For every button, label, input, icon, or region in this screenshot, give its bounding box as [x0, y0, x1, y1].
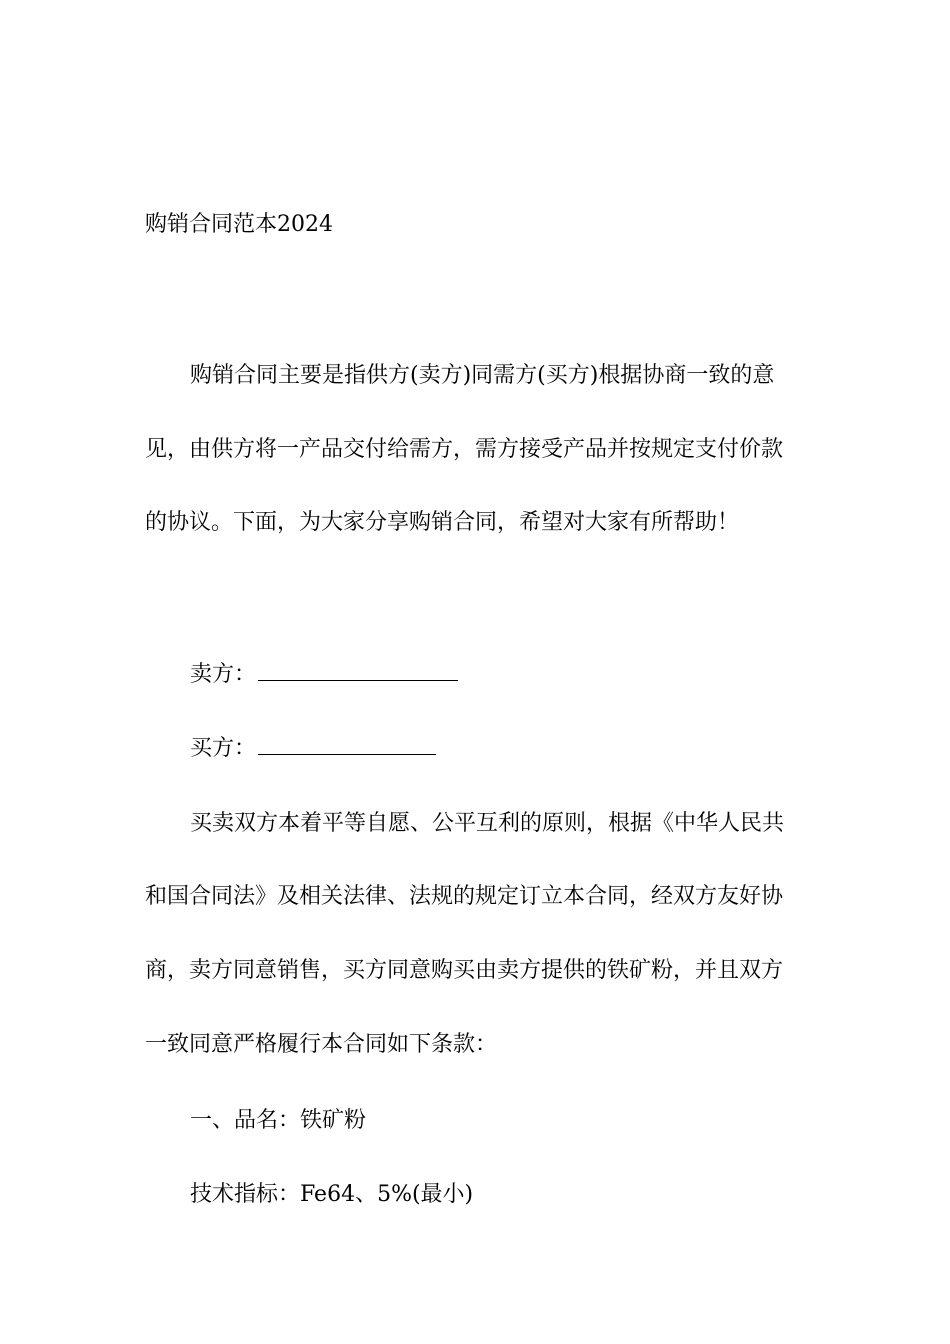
agreement-paragraph-line: 和国合同法》及相关法律、法规的规定订立本合同，经双方友好协	[145, 884, 784, 909]
buyer-blank-line	[258, 753, 436, 755]
clause-technical-spec: 技术指标：Fe64、5%(最小)	[190, 1182, 474, 1207]
intro-paragraph-line: 的协议。下面，为大家分享购销合同，希望对大家有所帮助！	[145, 510, 740, 535]
agreement-paragraph-line: 买卖双方本着平等自愿、公平互利的原则，根据《中华人民共	[190, 811, 785, 836]
buyer-label: 买方：	[190, 736, 257, 761]
document-title: 购销合同范本2024	[145, 212, 333, 237]
agreement-paragraph-line: 一致同意严格履行本合同如下条款：	[145, 1032, 498, 1057]
seller-label: 卖方：	[190, 662, 257, 687]
intro-paragraph-line: 购销合同主要是指供方(卖方)同需方(买方)根据协商一致的意	[190, 363, 775, 388]
buyer-row	[190, 734, 436, 764]
clause-product-name: 一、品名：铁矿粉	[190, 1108, 367, 1133]
intro-paragraph-line: 见，由供方将一产品交付给需方，需方接受产品并按规定支付价款	[145, 437, 784, 462]
agreement-paragraph-line: 商，卖方同意销售，买方同意购买由卖方提供的铁矿粉，并且双方	[145, 958, 784, 983]
seller-row	[190, 660, 458, 690]
seller-blank-line	[258, 679, 458, 681]
